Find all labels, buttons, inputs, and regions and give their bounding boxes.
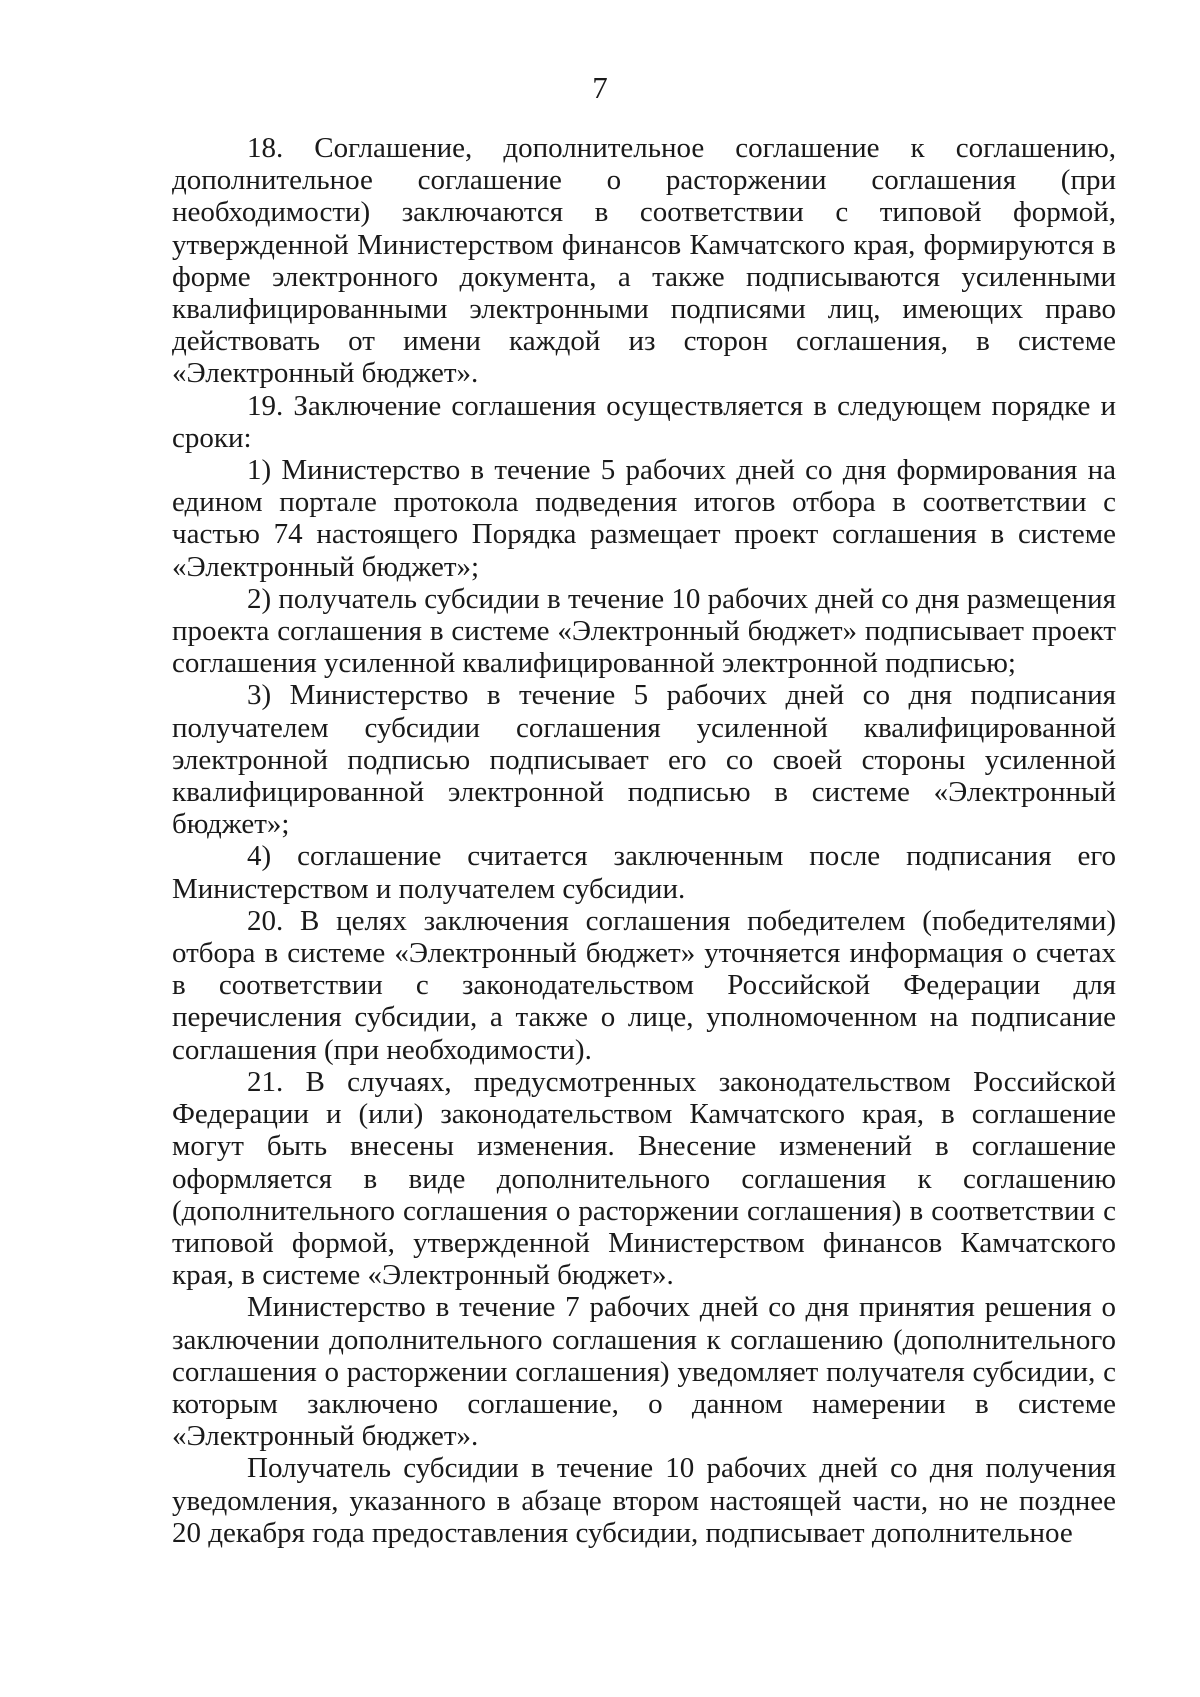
paragraph-20: 20. В целях заключения соглашения победителем (победителями) отбора в системе «Электронный бюджет» уточняется информация о счетах в соответствии с законодательством Российской Федерации для перечисления субсидии, а также о лице, уполномоченном на подписание соглашения (при необходимости).: [172, 904, 1116, 1066]
paragraph-19-item-4: 4) соглашение считается заключенным после подписания его Министерством и получателем субсидии.: [172, 840, 1116, 905]
paragraph-18: 18. Соглашение, дополнительное соглашение к соглашению, дополнительное соглашение о расторжении соглашения (при необходимости) заключаются в соответствии с типовой формой, утвержденной Министерством финансов Камчатского края, формируются в форме электронного документа, а также подписываются усиленными квалифицированными электронными подписями лиц, имеющих право действовать от имени каждой из сторон соглашения, в системе «Электронный бюджет».: [172, 132, 1116, 390]
paragraph-21-part-3: Получатель субсидии в течение 10 рабочих дней со дня получения уведомления, указанного в абзаце втором настоящей части, но не позднее 20 декабря года предоставления субсидии, подписывает дополнительное: [172, 1452, 1116, 1549]
paragraph-19-item-2: 2) получатель субсидии в течение 10 рабочих дней со дня размещения проекта соглашения в системе «Электронный бюджет» подписывает проект соглашения усиленной квалифицированной электронной подписью;: [172, 582, 1116, 680]
paragraph-21: 21. В случаях, предусмотренных законодательством Российской Федерации и (или) законодательством Камчатского края, в соглашение могут быть внесены изменения. Внесение изменений в соглашение оформляется в виде дополнительного соглашения к соглашению (дополнительного соглашения о расторжении соглашения) в соответствии с типовой формой, утвержденной Министерством финансов Камчатского края, в системе «Электронный бюджет».: [172, 1065, 1116, 1292]
page-number: 7: [592, 70, 608, 105]
document-body: [172, 132, 1116, 1549]
paragraph-21-part-2: Министерство в течение 7 рабочих дней со дня принятия решения о заключении дополнительного соглашения к соглашению (дополнительного соглашения о расторжении соглашения) уведомляет получателя субсидии, с которым заключено соглашение, о данном намерении в системе «Электронный бюджет».: [172, 1291, 1116, 1453]
paragraph-19: 19. Заключение соглашения осуществляется в следующем порядке и сроки:: [172, 389, 1116, 454]
paragraph-19-item-3: 3) Министерство в течение 5 рабочих дней со дня подписания получателем субсидии соглашения усиленной квалифицированной электронной подписью подписывает его со своей стороны усиленной квалифицированной электронной подписью в системе «Электронный бюджет»;: [172, 679, 1116, 841]
paragraph-19-item-1: 1) Министерство в течение 5 рабочих дней со дня формирования на едином портале протокола подведения итогов отбора в соответствии с частью 74 настоящего Порядка размещает проект соглашения в системе «Электронный бюджет»;: [172, 454, 1116, 583]
